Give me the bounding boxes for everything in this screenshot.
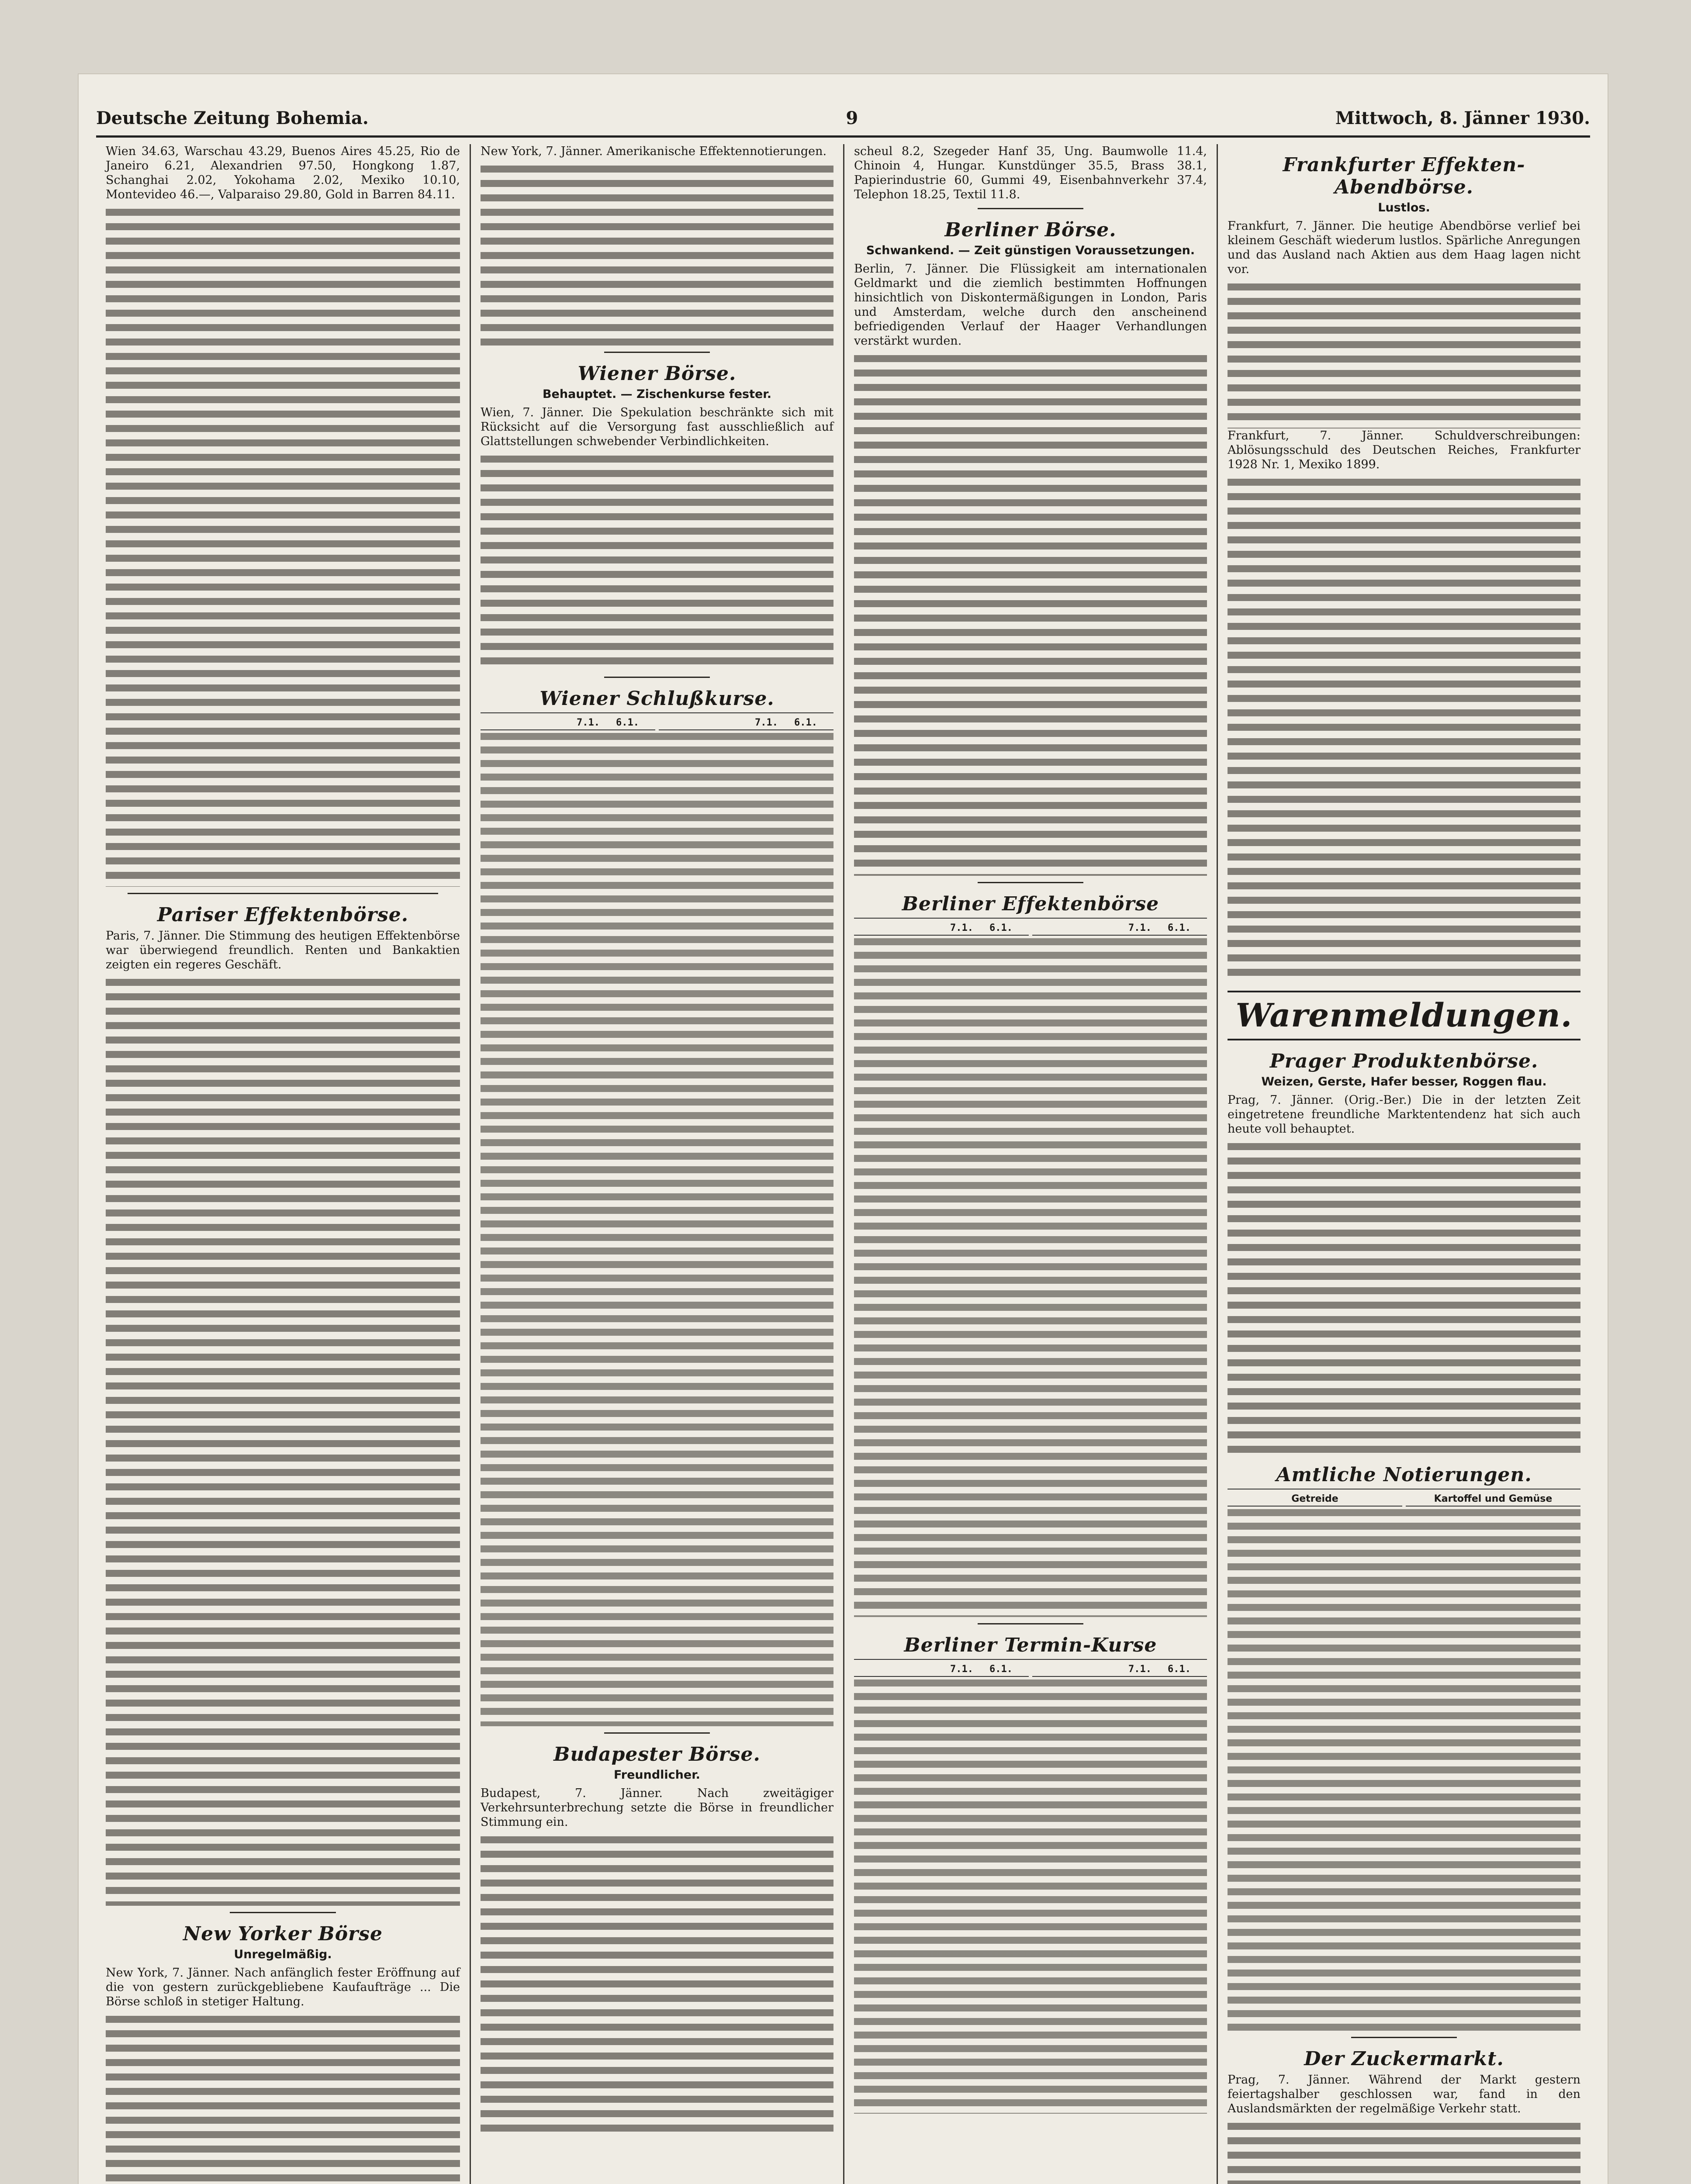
column-4 <box>1217 144 1590 2184</box>
quote-table-rows <box>1228 1507 1580 2031</box>
column-header: Kartoffel und Gemüse <box>1406 1492 1580 1507</box>
text-block <box>1228 280 1580 429</box>
text-block <box>1228 475 1580 978</box>
column-header: 6.1. <box>616 716 655 730</box>
running-head <box>96 100 1590 138</box>
section-text: Wien, 7. Jänner. Die Spekulation beschränkte sich mit Rücksicht auf die Versorgung fast ausschließlich auf Glattstellungen schwebender Verbindlichkeiten. <box>481 406 833 448</box>
text-block <box>106 975 460 1906</box>
column-header: 7.1. <box>577 716 616 730</box>
section-heading: Frankfurter Effekten-Abendbörse. <box>1283 154 1525 198</box>
section-text: Prag, 7. Jänner. (Orig.-Ber.) Die in der letzten Zeit eingetretene freundliche Marktentendenz hat sich auch heute voll behauptet. <box>1228 1093 1580 1136</box>
quote-table-rows <box>854 936 1207 1617</box>
section-rule <box>978 1623 1083 1624</box>
section-text: Prag, 7. Jänner. Während der Markt gestern feiertagshalber geschlossen war, fand in den Auslandsmärkten der regelmäßige Verkehr statt. <box>1228 2073 1580 2115</box>
column-header: 7.1. <box>1128 921 1168 936</box>
section-heading: Prager Produktenbörse. <box>1269 1050 1539 1072</box>
section-rule <box>978 882 1083 883</box>
section-text: Berlin, 7. Jänner. Die Flüssigkeit am internationalen Geldmarkt und die ziemlich bestimmten Hoffnungen hinsichtlich von Diskontermäßigungen in London, Paris und Amsterdam, welche durch den anscheinend befriedigenden Verlauf der Haager Verhandlungen verstärkt wurden. <box>854 262 1207 348</box>
section-heading: Budapester Börse. <box>553 1743 761 1766</box>
section-heading: New Yorker Börse <box>183 1923 383 1945</box>
section-subheading: Weizen, Gerste, Hafer besser, Roggen flau. <box>1261 1075 1547 1089</box>
quote-table <box>854 1659 1207 1677</box>
column-header: 6.1. <box>1168 1662 1207 1677</box>
section-rule <box>604 677 710 678</box>
section-text: Frankfurt, 7. Jänner. Schuldverschreibungen: Ablösungsschuld des Deutschen Reiches, Frankfurter 1928 Nr. 1, Mexiko 1899. <box>1228 429 1580 471</box>
section-subheading: Unregelmäßig. <box>234 1948 332 1961</box>
page-number: 9 <box>846 107 858 128</box>
column-header: 7.1. <box>1128 1662 1168 1677</box>
section-rule <box>604 1732 710 1734</box>
section-heading: Wiener Börse. <box>577 363 737 385</box>
text-block <box>1228 2119 1580 2184</box>
section-heading: Berliner Effektenbörse <box>902 893 1159 915</box>
newspaper-page <box>79 74 1608 2184</box>
text-block <box>106 2012 460 2184</box>
column-header: 7.1. <box>950 1662 989 1677</box>
section-rule <box>1351 2037 1457 2038</box>
section-rule <box>128 893 438 894</box>
column-1-lead-text: Wien 34.63, Warschau 43.29, Buenos Aires 45.25, Rio de Janeiro 6.21, Alexandrien 97.50, Hongkong 1.87, Schanghai 2.02, Yokohama 2.02, Mexiko 10.10, Montevideo 46.—, Valparaiso 29.80, Gold in Barren 84.11. <box>106 145 460 201</box>
section-subheading: Freundlicher. <box>614 1768 700 1782</box>
section-subheading: Lustlos. <box>1378 201 1430 214</box>
section-subheading: Behauptet. — Zischenkurse fester. <box>542 387 772 401</box>
quote-table <box>854 918 1207 936</box>
column-3-lead-text: scheul 8.2, Szegeder Hanf 35, Ung. Baumwolle 11.4, Chinoin 4, Hungar. Kunstdünger 35.5, Brass 38.1, Papierindustrie 60, Gummi 49, Eisenbahnverkehr 37.4, Telephon 18.25, Textil 11.8. <box>854 145 1207 201</box>
section-text: Paris, 7. Jänner. Die Stimmung des heutigen Effektenbörse war überwiegend freundlich. Renten und Bankaktien zeigten ein regeres Geschäft. <box>106 929 460 971</box>
section-heading: Berliner Börse. <box>944 219 1117 241</box>
text-block <box>481 452 833 670</box>
section-subheading: Schwankend. — Zeit günstigen Voraussetzungen. <box>866 244 1195 257</box>
section-text: Budapest, 7. Jänner. Nach zweitägiger Verkehrsunterbrechung setzte die Börse in freundlicher Stimmung ein. <box>481 1787 833 1829</box>
column-header: 6.1. <box>989 1662 1029 1677</box>
quote-table-rows <box>481 730 833 1726</box>
quote-table <box>481 712 833 730</box>
text-block <box>481 1833 833 2139</box>
section-heading: Der Zuckermarkt. <box>1304 2048 1504 2070</box>
column-header: 6.1. <box>794 716 833 730</box>
paper-name: Deutsche Zeitung Bohemia. <box>96 107 369 128</box>
column-header: 6.1. <box>989 921 1029 936</box>
column-header: Getreide <box>1228 1492 1402 1507</box>
column-2-lead-text: New York, 7. Jänner. Amerikanische Effektennotierungen. <box>481 145 827 158</box>
text-block <box>854 352 1207 876</box>
section-heading: Wiener Schlußkurse. <box>539 688 775 710</box>
quote-table <box>1228 1489 1580 1507</box>
column-header: 7.1. <box>950 921 989 936</box>
quote-table-rows <box>854 1677 1207 2114</box>
text-block <box>106 205 460 887</box>
section-text: Frankfurt, 7. Jänner. Die heutige Abendbörse verlief bei kleinem Geschäft wiederum lustlos. Spärliche Anregungen und das Ausland nach Aktien aus dem Haag lagen nicht vor. <box>1228 219 1580 276</box>
text-block <box>481 162 833 346</box>
section-heading: Berliner Termin-Kurse <box>904 1634 1157 1656</box>
section-heading: Amtliche Notierungen. <box>1276 1464 1532 1486</box>
column-1 <box>96 144 470 2184</box>
section-heading-major: Warenmeldungen. <box>1228 991 1580 1040</box>
section-rule <box>230 1912 336 1913</box>
column-3 <box>843 144 1217 2184</box>
column-header: 7.1. <box>755 716 794 730</box>
section-rule <box>978 208 1083 209</box>
text-block <box>1228 1140 1580 1454</box>
column-2 <box>470 144 843 2184</box>
issue-date: Mittwoch, 8. Jänner 1930. <box>1335 107 1590 128</box>
columns <box>96 144 1590 2184</box>
section-rule <box>604 352 710 353</box>
section-text: New York, 7. Jänner. Nach anfänglich fester Eröffnung auf die von gestern zurückgebliebene Kaufaufträge ... Die Börse schloß in stetiger Haltung. <box>106 1966 460 2008</box>
column-header: 6.1. <box>1168 921 1207 936</box>
section-heading: Pariser Effektenbörse. <box>157 904 409 926</box>
